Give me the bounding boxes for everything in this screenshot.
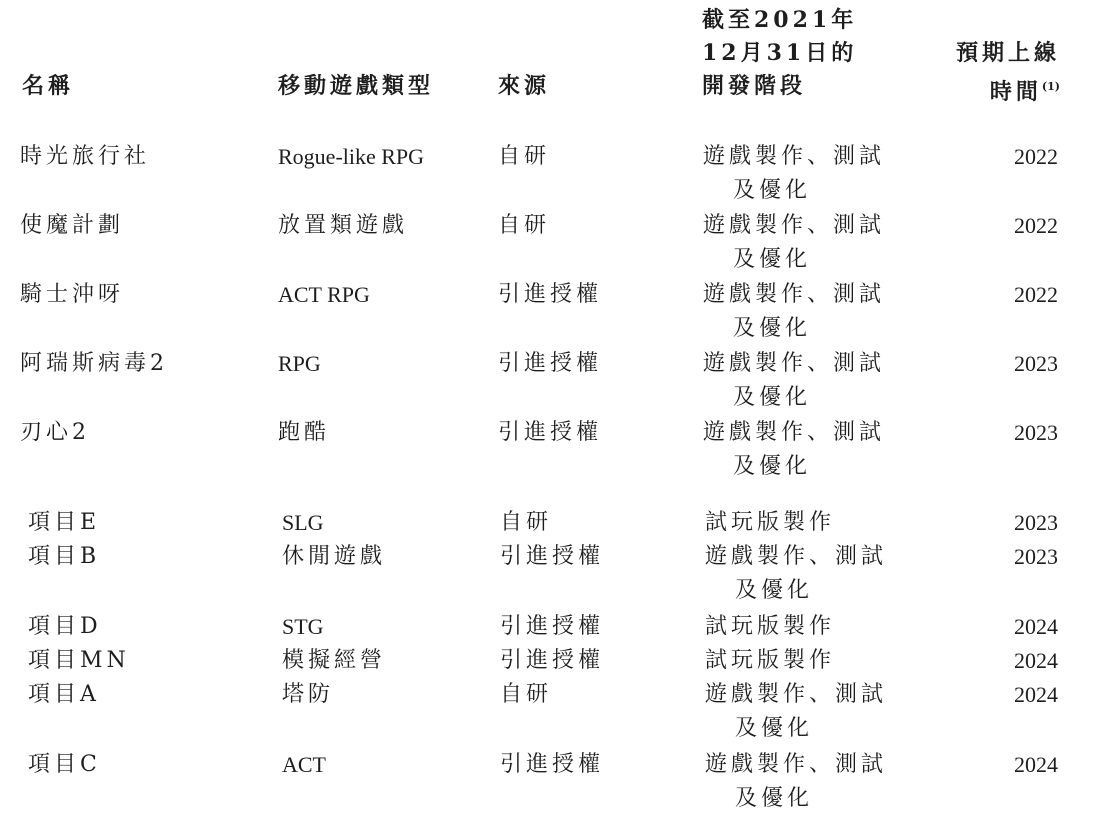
row-4-year: 2023: [1014, 420, 1058, 445]
row-7-stage: [705, 610, 835, 644]
row-3-genre: RPG: [278, 351, 321, 376]
row-8-genre: 模擬經營: [282, 648, 387, 673]
header-source-label: 來源: [498, 73, 551, 99]
row-3-source: 引進授權: [498, 351, 603, 376]
header-stage-line1: 截至2021年: [702, 7, 858, 33]
row-2-source: 引進授權: [498, 282, 603, 307]
row-10-name: 項目C: [28, 752, 101, 777]
row-1-stage: [703, 209, 885, 277]
header-source: [498, 70, 550, 103]
row-7-name: 項目D: [28, 614, 102, 639]
header-launch: [920, 37, 1060, 109]
row-0-stage-line2: 及優化: [733, 178, 812, 203]
row-4-stage-line1: 遊戲製作、測試: [703, 420, 886, 445]
row-0-stage-line1: 遊戲製作、測試: [703, 144, 886, 169]
row-2-stage-line1: 遊戲製作、測試: [703, 282, 886, 307]
row-3-stage: [703, 347, 885, 415]
row-9-stage-line2: 及優化: [735, 716, 814, 741]
row-3-stage-line2: 及優化: [733, 385, 812, 410]
row-5-name: 項目E: [28, 510, 101, 535]
row-4-genre: 跑酷: [278, 420, 331, 445]
row-3-stage-line1: 遊戲製作、測試: [703, 351, 886, 376]
row-9-name: 項目A: [28, 682, 100, 707]
row-6-stage-line1: 遊戲製作、測試: [705, 544, 888, 569]
row-2-genre: ACT RPG: [278, 282, 370, 307]
header-stage: [702, 4, 857, 103]
row-5-source: 自研: [500, 510, 553, 535]
header-name: [22, 70, 74, 103]
header-launch-line2-wrap: [920, 70, 1060, 109]
row-0-source: 自研: [498, 144, 551, 169]
row-1-year: 2022: [1014, 213, 1058, 238]
row-10-stage-line2: 及優化: [735, 786, 814, 811]
row-10-stage: [705, 748, 887, 816]
row-7-year: 2024: [1014, 614, 1058, 639]
header-genre-label: 移動遊戲類型: [278, 73, 435, 99]
row-1-genre: 放置類遊戲: [278, 213, 409, 238]
header-launch-line1: 預期上線: [955, 40, 1060, 66]
row-9-stage: [705, 678, 887, 746]
row-4-stage: [703, 416, 885, 484]
row-9-genre: 塔防: [282, 682, 335, 707]
row-1-stage-line1: 遊戲製作、測試: [703, 213, 886, 238]
header-stage-line2: 12月31日的: [702, 40, 858, 66]
row-0-name: 時光旅行社: [20, 144, 151, 169]
row-8-name: 項目MN: [28, 648, 130, 673]
row-0-genre: Rogue-like RPG: [278, 144, 425, 169]
row-6-source: 引進授權: [500, 544, 605, 569]
row-6-genre: 休閒遊戲: [282, 544, 387, 569]
row-10-source: 引進授權: [500, 752, 605, 777]
row-4-stage-line2: 及優化: [733, 454, 812, 479]
row-0-year: 2022: [1014, 144, 1058, 169]
row-6-stage-line2: 及優化: [735, 578, 814, 603]
row-0-stage: [703, 140, 885, 208]
header-genre: [278, 70, 434, 103]
row-10-year: 2024: [1014, 752, 1058, 777]
row-9-source: 自研: [500, 682, 553, 707]
row-6-year: 2023: [1014, 544, 1058, 569]
row-3-name: 阿瑞斯病毒2: [20, 351, 168, 376]
header-stage-line3: 開發階段: [702, 73, 807, 99]
row-10-stage-line1: 遊戲製作、測試: [705, 752, 888, 777]
row-5-stage-line1: 試玩版製作: [705, 510, 836, 535]
row-8-stage: [705, 644, 835, 678]
footnote-marker: (1): [1041, 80, 1060, 93]
row-1-source: 自研: [498, 213, 551, 238]
row-10-genre: ACT: [282, 752, 326, 777]
row-4-name: 刃心2: [20, 420, 90, 445]
row-2-name: 騎士沖呀: [20, 282, 125, 307]
header-launch-line2: 時間: [989, 79, 1042, 105]
row-2-stage: [703, 278, 885, 346]
row-5-year: 2023: [1014, 510, 1058, 535]
row-2-stage-line2: 及優化: [733, 316, 812, 341]
row-4-source: 引進授權: [498, 420, 603, 445]
row-2-year: 2022: [1014, 282, 1058, 307]
row-3-year: 2023: [1014, 351, 1058, 376]
row-8-stage-line1: 試玩版製作: [705, 648, 836, 673]
row-5-stage: [705, 506, 835, 540]
row-6-stage: [705, 540, 887, 608]
row-6-name: 項目B: [28, 544, 101, 569]
row-9-stage-line1: 遊戲製作、測試: [705, 682, 888, 707]
row-1-stage-line2: 及優化: [733, 247, 812, 272]
row-9-year: 2024: [1014, 682, 1058, 707]
row-1-name: 使魔計劃: [20, 213, 125, 238]
row-7-stage-line1: 試玩版製作: [705, 614, 836, 639]
row-8-source: 引進授權: [500, 648, 605, 673]
row-5-genre: SLG: [282, 510, 324, 535]
row-8-year: 2024: [1014, 648, 1058, 673]
header-name-label: 名稱: [22, 73, 75, 99]
row-7-source: 引進授權: [500, 614, 605, 639]
row-7-genre: STG: [282, 614, 324, 639]
